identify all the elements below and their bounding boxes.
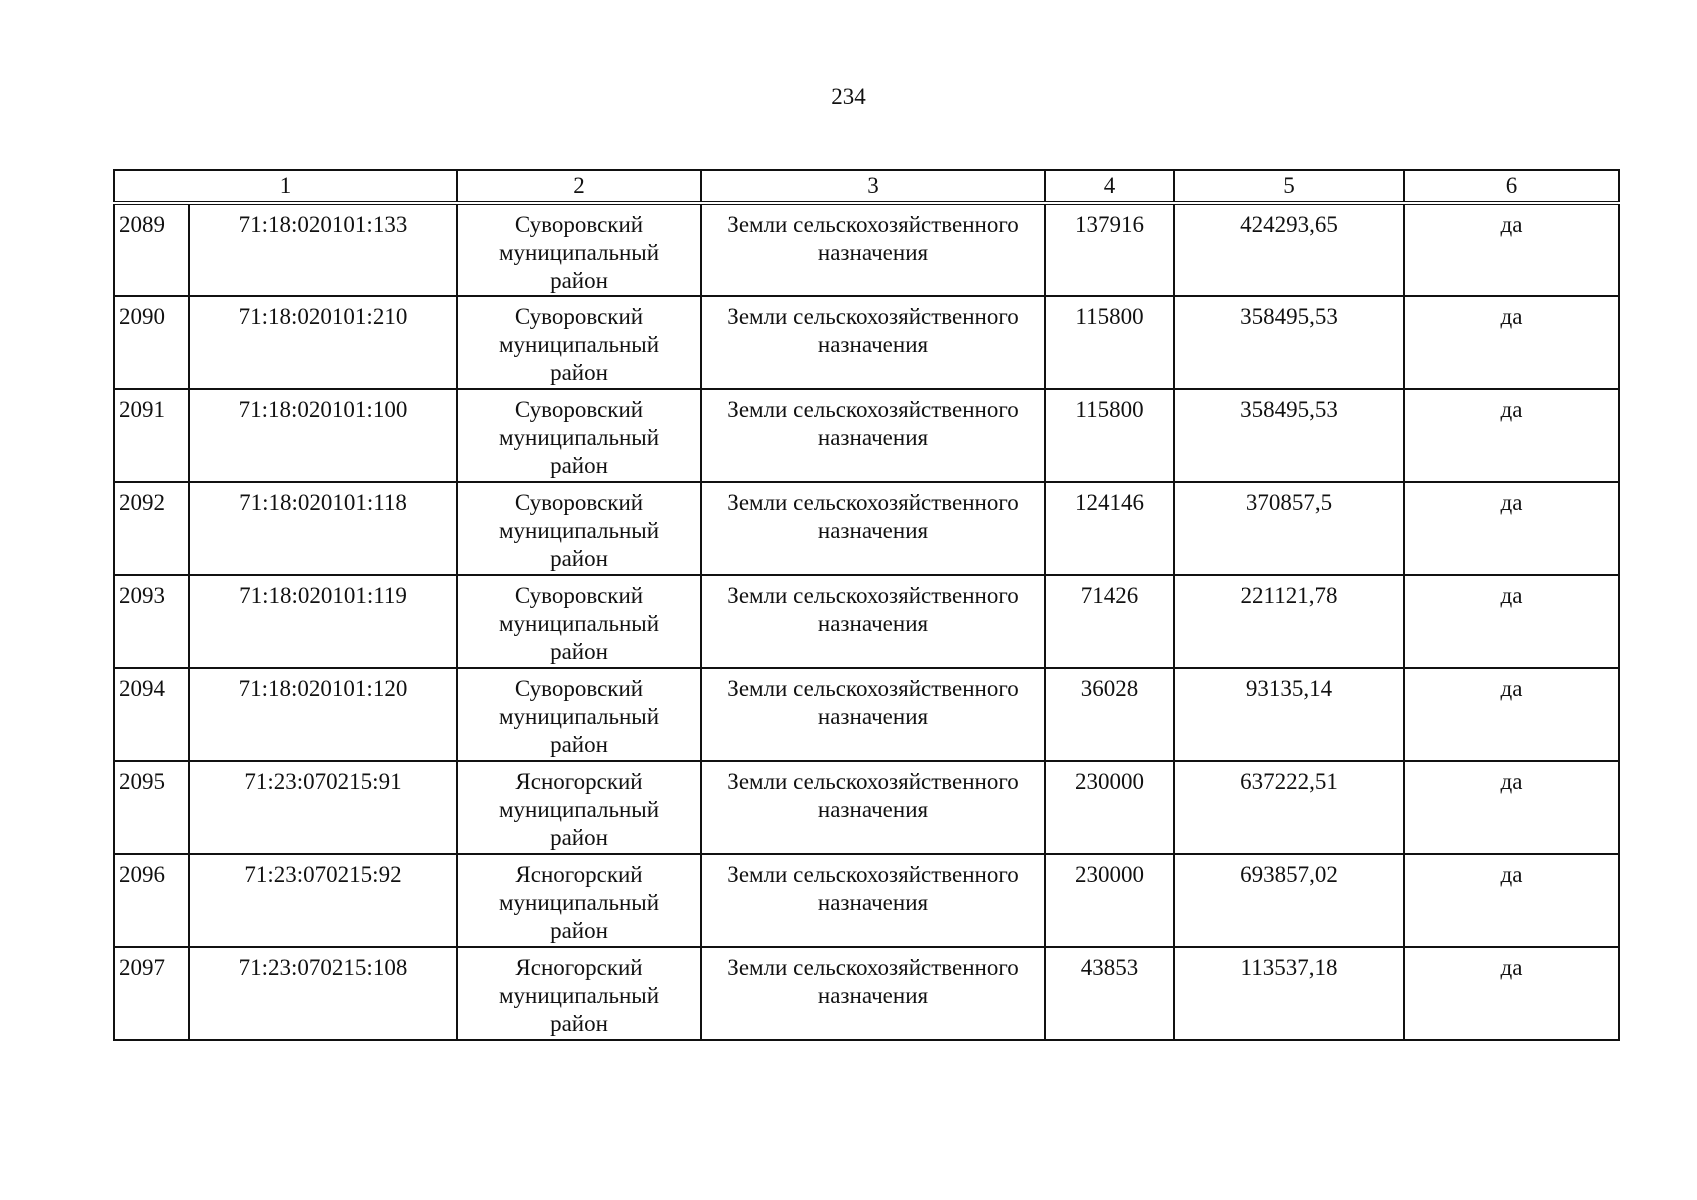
flag: да (1404, 854, 1619, 947)
land-category-line: Земли сельскохозяйственного (727, 676, 1019, 701)
cadastral-value: 113537,18 (1174, 947, 1404, 1040)
land-category-line: назначения (817, 240, 929, 265)
cadastral-number: 71:23:070215:108 (189, 947, 457, 1040)
land-category-line: Земли сельскохозяйственного (727, 769, 1019, 794)
land-category-line: назначения (817, 518, 929, 543)
cadastral-number: 71:18:020101:119 (189, 575, 457, 668)
land-category-line: Земли сельскохозяйственного (727, 304, 1019, 329)
district (457, 854, 701, 947)
land-category-line: назначения (817, 704, 929, 729)
district-line: муниципальный (498, 332, 660, 357)
table-row (114, 854, 1619, 947)
land-category (701, 296, 1045, 389)
land-category-line: назначения (817, 890, 929, 915)
district-line: муниципальный (498, 425, 660, 450)
district-line: Ясногорский (515, 769, 643, 794)
cadastral-value: 637222,51 (1174, 761, 1404, 854)
page-number: 234 (831, 84, 866, 109)
row-index: 2094 (114, 668, 189, 761)
district-line: Суворовский (514, 304, 644, 329)
district (457, 575, 701, 668)
flag: да (1404, 575, 1619, 668)
land-category-line: назначения (817, 332, 929, 357)
flag: да (1404, 296, 1619, 389)
table-row (114, 482, 1619, 575)
row-index: 2090 (114, 296, 189, 389)
column-header-6: 6 (1404, 170, 1619, 203)
column-header-2: 2 (457, 170, 701, 203)
land-category (701, 203, 1045, 296)
land-category-line: назначения (817, 611, 929, 636)
land-category (701, 947, 1045, 1040)
area: 137916 (1045, 203, 1174, 296)
table-row (114, 203, 1619, 296)
district-line: район (550, 453, 608, 478)
cadastral-number: 71:18:020101:120 (189, 668, 457, 761)
cadastral-value: 370857,5 (1174, 482, 1404, 575)
cadastral-value: 358495,53 (1174, 389, 1404, 482)
cadastral-value: 424293,65 (1174, 203, 1404, 296)
land-category-line: назначения (817, 983, 929, 1008)
table-row (114, 575, 1619, 668)
cadastral-number: 71:18:020101:210 (189, 296, 457, 389)
district (457, 389, 701, 482)
column-header-4: 4 (1045, 170, 1174, 203)
cadastral-number: 71:18:020101:118 (189, 482, 457, 575)
column-header-5: 5 (1174, 170, 1404, 203)
area: 36028 (1045, 668, 1174, 761)
district-line: муниципальный (498, 704, 660, 729)
flag: да (1404, 761, 1619, 854)
district (457, 947, 701, 1040)
table-row (114, 389, 1619, 482)
district (457, 761, 701, 854)
district-line: Суворовский (514, 676, 644, 701)
district-line: район (550, 825, 608, 850)
row-index: 2089 (114, 203, 189, 296)
cadastral-number: 71:23:070215:92 (189, 854, 457, 947)
flag: да (1404, 947, 1619, 1040)
district-line: район (550, 268, 608, 293)
district-line: район (550, 546, 608, 571)
flag: да (1404, 389, 1619, 482)
district-line: муниципальный (498, 797, 660, 822)
row-index: 2091 (114, 389, 189, 482)
land-category (701, 668, 1045, 761)
cadastral-value: 221121,78 (1174, 575, 1404, 668)
row-index: 2096 (114, 854, 189, 947)
district (457, 203, 701, 296)
row-index: 2097 (114, 947, 189, 1040)
district-line: Суворовский (514, 397, 644, 422)
area: 115800 (1045, 389, 1174, 482)
table-body (114, 203, 1619, 1040)
cadastral-value: 93135,14 (1174, 668, 1404, 761)
district-line: Суворовский (514, 212, 644, 237)
cadastral-number: 71:18:020101:100 (189, 389, 457, 482)
row-index: 2095 (114, 761, 189, 854)
land-category-line: Земли сельскохозяйственного (727, 397, 1019, 422)
land-category-line: Земли сельскохозяйственного (727, 862, 1019, 887)
district-line: муниципальный (498, 518, 660, 543)
table-row (114, 761, 1619, 854)
flag: да (1404, 203, 1619, 296)
flag: да (1404, 482, 1619, 575)
district (457, 668, 701, 761)
district-line: Ясногорский (515, 955, 643, 980)
cadastral-value: 693857,02 (1174, 854, 1404, 947)
land-category-line: Земли сельскохозяйственного (727, 583, 1019, 608)
area: 43853 (1045, 947, 1174, 1040)
district-line: Суворовский (514, 583, 644, 608)
land-category-line: Земли сельскохозяйственного (727, 490, 1019, 515)
district-line: район (550, 918, 608, 943)
table-row (114, 947, 1619, 1040)
district (457, 482, 701, 575)
land-category (701, 575, 1045, 668)
column-header-3: 3 (701, 170, 1045, 203)
land-category-line: Земли сельскохозяйственного (727, 955, 1019, 980)
district-line: Ясногорский (515, 862, 643, 887)
cadastral-value: 358495,53 (1174, 296, 1404, 389)
district-line: район (550, 732, 608, 757)
table-row (114, 668, 1619, 761)
district-line: муниципальный (498, 983, 660, 1008)
district-line: район (550, 639, 608, 664)
land-category (701, 482, 1045, 575)
district-line: Суворовский (514, 490, 644, 515)
row-index: 2093 (114, 575, 189, 668)
column-header-1: 1 (114, 170, 457, 203)
area: 115800 (1045, 296, 1174, 389)
district-line: муниципальный (498, 890, 660, 915)
column-number-header-row (114, 170, 1619, 203)
district (457, 296, 701, 389)
district-line: муниципальный (498, 611, 660, 636)
district-line: муниципальный (498, 240, 660, 265)
land-category-line: назначения (817, 797, 929, 822)
land-category-line: назначения (817, 425, 929, 450)
row-index: 2092 (114, 482, 189, 575)
area: 124146 (1045, 482, 1174, 575)
area: 71426 (1045, 575, 1174, 668)
district-line: район (550, 360, 608, 385)
flag: да (1404, 668, 1619, 761)
cadastral-number: 71:23:070215:91 (189, 761, 457, 854)
district-line: район (550, 1011, 608, 1036)
cadastral-number: 71:18:020101:133 (189, 203, 457, 296)
table-row (114, 296, 1619, 389)
land-category (701, 854, 1045, 947)
land-category (701, 389, 1045, 482)
area: 230000 (1045, 761, 1174, 854)
land-category-line: Земли сельскохозяйственного (727, 212, 1019, 237)
land-category (701, 761, 1045, 854)
land-register-table (113, 169, 1620, 1041)
area: 230000 (1045, 854, 1174, 947)
